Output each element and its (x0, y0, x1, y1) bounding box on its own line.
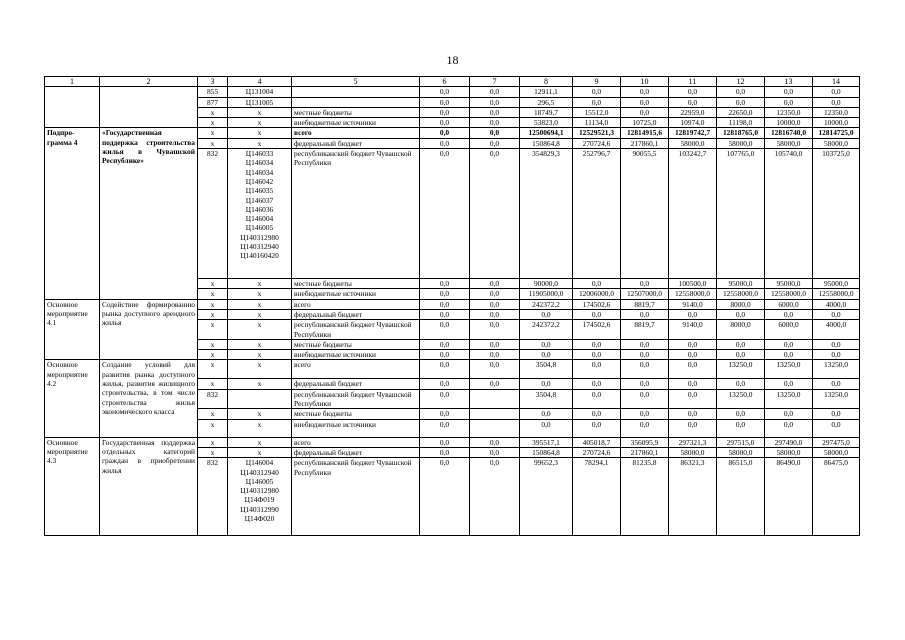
value-cell: 0,0 (520, 379, 573, 389)
value-cell: 0,0 (470, 360, 520, 379)
manager-code-cell: х (198, 289, 228, 299)
value-cell: 58000,0 (717, 447, 765, 457)
value-cell: 0,0 (573, 87, 621, 97)
value-cell: 0,0 (520, 309, 573, 319)
value-cell: 0,0 (470, 299, 520, 309)
value-cell: 0,0 (717, 339, 765, 349)
program-cell: Основное мероприятие 4.3 (45, 437, 100, 536)
value-cell: 0,0 (717, 87, 765, 97)
table-row (45, 87, 860, 97)
value-cell: 0,0 (621, 339, 669, 349)
value-cell: 0,0 (470, 149, 520, 279)
value-cell: 0,0 (420, 339, 470, 349)
column-number-9: 9 (573, 77, 621, 87)
value-cell: 81235,8 (621, 458, 669, 536)
value-cell: 0,0 (520, 419, 573, 437)
value-cell: 0,0 (621, 107, 669, 117)
value-cell: 0,0 (470, 350, 520, 360)
value-cell: 0,0 (621, 350, 669, 360)
value-cell: 13250,0 (717, 360, 765, 379)
value-cell: 0,0 (669, 350, 717, 360)
value-cell: 0,0 (420, 320, 470, 340)
value-cell: 0,0 (420, 419, 470, 437)
value-cell: 0,0 (621, 379, 669, 389)
value-cell: 297321,3 (669, 437, 717, 447)
value-cell: 0,0 (470, 279, 520, 289)
target-article-cell: х (228, 299, 292, 309)
value-cell: 86321,3 (669, 458, 717, 536)
manager-code-cell: х (198, 299, 228, 309)
value-cell: 0,0 (669, 409, 717, 419)
target-article-cell: Ц146004 Ц140312940 Ц146005 Ц140312980 Ц14Ф019 Ц140312990 Ц14Ф020 (228, 458, 292, 536)
value-cell: 58000,0 (669, 138, 717, 148)
value-cell: 0,0 (621, 279, 669, 289)
budget-table (44, 76, 860, 536)
value-cell: 15512,0 (573, 107, 621, 117)
manager-code-cell: х (198, 128, 228, 138)
value-cell: 86515,0 (717, 458, 765, 536)
target-article-cell: х (228, 128, 292, 138)
value-cell: 11905000,0 (520, 289, 573, 299)
target-article-cell: х (228, 360, 292, 379)
value-cell: 0,0 (470, 339, 520, 349)
value-cell (470, 389, 520, 409)
manager-code-cell: 832 (198, 389, 228, 409)
value-cell: 0,0 (420, 409, 470, 419)
value-cell: 12529521,3 (573, 128, 621, 138)
value-cell: 0,0 (621, 389, 669, 409)
value-cell: 0,0 (420, 138, 470, 148)
manager-code-cell: х (198, 118, 228, 128)
value-cell: 0,0 (765, 97, 813, 107)
value-cell: 10725,0 (621, 118, 669, 128)
value-cell: 0,0 (470, 379, 520, 389)
manager-code-cell: 855 (198, 87, 228, 97)
value-cell: 58000,0 (765, 447, 813, 457)
value-cell: 0,0 (765, 409, 813, 419)
table-row (45, 299, 860, 309)
column-number-7: 7 (470, 77, 520, 87)
value-cell: 3504,8 (520, 389, 573, 409)
value-cell: 12507000,0 (621, 289, 669, 299)
value-cell: 242372,2 (520, 320, 573, 340)
column-number-12: 12 (717, 77, 765, 87)
value-cell: 0,0 (813, 350, 860, 360)
program-name-cell: Создание условий для развития рынка доступного жилья, развития жилищного строительства, в том числе строительства жилья экономического класса (100, 360, 198, 437)
budget-source-cell: федеральный бюджет (292, 447, 420, 457)
table-row (45, 360, 860, 379)
value-cell: 0,0 (813, 409, 860, 419)
value-cell: 9140,0 (669, 299, 717, 309)
column-number-6: 6 (420, 77, 470, 87)
value-cell: 13250,0 (717, 389, 765, 409)
value-cell: 0,0 (470, 118, 520, 128)
manager-code-cell: х (198, 279, 228, 289)
value-cell: 107765,0 (717, 149, 765, 279)
target-article-cell: х (228, 409, 292, 419)
value-cell: 0,0 (813, 87, 860, 97)
budget-source-cell: внебюджетные источники (292, 419, 420, 437)
value-cell: 18749,7 (520, 107, 573, 117)
value-cell: 0,0 (669, 360, 717, 379)
budget-source-cell: республиканский бюджет Чувашской Республики (292, 458, 420, 536)
value-cell: 150864,8 (520, 138, 573, 148)
column-number-13: 13 (765, 77, 813, 87)
value-cell: 0,0 (420, 87, 470, 97)
manager-code-cell: х (198, 320, 228, 340)
value-cell: 217860,1 (621, 447, 669, 457)
value-cell: 58000,0 (813, 138, 860, 148)
column-number-1: 1 (45, 77, 100, 87)
column-number-11: 11 (669, 77, 717, 87)
value-cell: 6000,0 (765, 320, 813, 340)
value-cell: 0,0 (717, 379, 765, 389)
value-cell: 0,0 (765, 419, 813, 437)
value-cell: 0,0 (470, 309, 520, 319)
value-cell: 103242,7 (669, 149, 717, 279)
value-cell: 0,0 (573, 419, 621, 437)
value-cell: 12558000,0 (765, 289, 813, 299)
manager-code-cell: х (198, 447, 228, 457)
value-cell: 297475,0 (813, 437, 860, 447)
value-cell: 0,0 (765, 87, 813, 97)
target-article-cell: Ц131004 (228, 87, 292, 97)
value-cell: 12911,1 (520, 87, 573, 97)
value-cell: 0,0 (717, 97, 765, 107)
program-cell: Подпро-грамма 4 (45, 128, 100, 299)
manager-code-cell: х (198, 339, 228, 349)
value-cell: 0,0 (420, 458, 470, 536)
manager-code-cell: х (198, 409, 228, 419)
column-number-5: 5 (292, 77, 420, 87)
value-cell: 0,0 (470, 107, 520, 117)
target-article-cell: Ц131005 (228, 97, 292, 107)
value-cell: 0,0 (765, 379, 813, 389)
value-cell: 0,0 (470, 447, 520, 457)
program-cell: Основное мероприятие 4.2 (45, 360, 100, 437)
value-cell: 0,0 (573, 379, 621, 389)
value-cell: 296,5 (520, 97, 573, 107)
value-cell (470, 419, 520, 437)
value-cell: 356095,9 (621, 437, 669, 447)
value-cell: 12006000,0 (573, 289, 621, 299)
manager-code-cell: х (198, 437, 228, 447)
manager-code-cell: х (198, 350, 228, 360)
value-cell: 78294,1 (573, 458, 621, 536)
value-cell: 297490,0 (765, 437, 813, 447)
budget-source-cell: всего (292, 299, 420, 309)
value-cell: 0,0 (717, 350, 765, 360)
value-cell: 0,0 (813, 339, 860, 349)
value-cell: 100500,0 (669, 279, 717, 289)
value-cell: 0,0 (669, 87, 717, 97)
target-article-cell: х (228, 379, 292, 389)
value-cell: 0,0 (470, 128, 520, 138)
value-cell: 0,0 (573, 309, 621, 319)
value-cell: 0,0 (420, 118, 470, 128)
value-cell: 22959,0 (669, 107, 717, 117)
value-cell: 0,0 (470, 320, 520, 340)
value-cell: 12816740,0 (765, 128, 813, 138)
manager-code-cell: 832 (198, 149, 228, 279)
value-cell: 150864,8 (520, 447, 573, 457)
table-row (45, 437, 860, 447)
value-cell: 0,0 (621, 360, 669, 379)
target-article-cell: х (228, 437, 292, 447)
value-cell: 58000,0 (669, 447, 717, 457)
page-number: 18 (446, 53, 459, 67)
column-number-14: 14 (813, 77, 860, 87)
column-number-8: 8 (520, 77, 573, 87)
budget-source-cell: республиканский бюджет Чувашской Республики (292, 389, 420, 409)
value-cell: 0,0 (420, 279, 470, 289)
manager-code-cell: х (198, 107, 228, 117)
header-row (45, 77, 860, 87)
value-cell: 10000,0 (813, 118, 860, 128)
value-cell: 0,0 (621, 309, 669, 319)
column-number-10: 10 (621, 77, 669, 87)
budget-source-cell: внебюджетные источники (292, 350, 420, 360)
program-name-cell: «Государственная поддержка строительства жилья в Чувашской Республике» (100, 128, 198, 299)
value-cell: 0,0 (520, 350, 573, 360)
budget-source-cell: местные бюджеты (292, 279, 420, 289)
value-cell: 0,0 (470, 87, 520, 97)
value-cell: 13250,0 (765, 389, 813, 409)
budget-source-cell: всего (292, 437, 420, 447)
value-cell: 0,0 (420, 149, 470, 279)
manager-code-cell: х (198, 309, 228, 319)
value-cell: 0,0 (420, 350, 470, 360)
value-cell: 0,0 (573, 97, 621, 107)
value-cell: 53823,0 (520, 118, 573, 128)
value-cell: 0,0 (573, 389, 621, 409)
value-cell: 0,0 (470, 97, 520, 107)
value-cell: 0,0 (813, 309, 860, 319)
value-cell: 0,0 (717, 309, 765, 319)
program-name-cell: Содействие формированию рынка доступного арендного жилья (100, 299, 198, 360)
value-cell: 12558000,0 (813, 289, 860, 299)
program-name-cell: Государственная поддержка отдельных категорий граждан в приобретении жилья (100, 437, 198, 536)
value-cell: 0,0 (573, 360, 621, 379)
value-cell: 95000,0 (717, 279, 765, 289)
target-article-cell: х (228, 419, 292, 437)
value-cell: 0,0 (420, 309, 470, 319)
value-cell: 12818765,0 (717, 128, 765, 138)
budget-source-cell: внебюджетные источники (292, 118, 420, 128)
value-cell: 0,0 (420, 97, 470, 107)
target-article-cell: х (228, 320, 292, 340)
value-cell: 86490,0 (765, 458, 813, 536)
target-article-cell: х (228, 339, 292, 349)
manager-code-cell: х (198, 419, 228, 437)
value-cell: 12814915,6 (621, 128, 669, 138)
value-cell: 0,0 (669, 339, 717, 349)
value-cell: 252796,7 (573, 149, 621, 279)
value-cell: 0,0 (470, 437, 520, 447)
value-cell: 0,0 (420, 289, 470, 299)
value-cell: 12558000,0 (717, 289, 765, 299)
value-cell: 0,0 (573, 279, 621, 289)
budget-source-cell: всего (292, 128, 420, 138)
value-cell: 0,0 (621, 409, 669, 419)
value-cell: 0,0 (765, 309, 813, 319)
value-cell: 11134,0 (573, 118, 621, 128)
value-cell: 12819742,7 (669, 128, 717, 138)
value-cell: 0,0 (717, 419, 765, 437)
value-cell: 270724,6 (573, 138, 621, 148)
budget-source-cell: внебюджетные источники (292, 289, 420, 299)
value-cell: 0,0 (420, 128, 470, 138)
budget-source-cell: федеральный бюджет (292, 309, 420, 319)
target-article-cell: х (228, 289, 292, 299)
value-cell: 270724,6 (573, 447, 621, 457)
value-cell: 0,0 (621, 419, 669, 437)
value-cell: 217860,1 (621, 138, 669, 148)
target-article-cell: х (228, 118, 292, 128)
value-cell: 22650,0 (717, 107, 765, 117)
manager-code-cell: 832 (198, 458, 228, 536)
value-cell: 0,0 (420, 389, 470, 409)
target-article-cell: х (228, 309, 292, 319)
budget-source-cell: местные бюджеты (292, 107, 420, 117)
value-cell: 0,0 (765, 350, 813, 360)
value-cell: 13250,0 (813, 389, 860, 409)
budget-source-cell: местные бюджеты (292, 339, 420, 349)
value-cell: 0,0 (420, 379, 470, 389)
budget-source-cell: республиканский бюджет Чувашской Республики (292, 149, 420, 279)
program-name-cell (100, 87, 198, 128)
value-cell: 0,0 (470, 289, 520, 299)
value-cell: 174502,6 (573, 320, 621, 340)
manager-code-cell: х (198, 138, 228, 148)
value-cell: 95000,0 (813, 279, 860, 289)
value-cell: 8000,0 (717, 299, 765, 309)
value-cell: 90000,0 (520, 279, 573, 289)
value-cell: 0,0 (813, 419, 860, 437)
value-cell: 0,0 (765, 339, 813, 349)
value-cell: 0,0 (420, 360, 470, 379)
column-number-2: 2 (100, 77, 198, 87)
value-cell: 297515,0 (717, 437, 765, 447)
budget-source-cell: республиканский бюджет Чувашской Республики (292, 320, 420, 340)
value-cell: 58000,0 (765, 138, 813, 148)
manager-code-cell: х (198, 360, 228, 379)
value-cell: 242372,2 (520, 299, 573, 309)
manager-code-cell: х (198, 379, 228, 389)
value-cell: 0,0 (573, 350, 621, 360)
value-cell: 95000,0 (765, 279, 813, 289)
value-cell: 13250,0 (813, 360, 860, 379)
value-cell: 12558000,0 (669, 289, 717, 299)
column-number-3: 3 (198, 77, 228, 87)
value-cell: 0,0 (669, 389, 717, 409)
budget-source-cell (292, 97, 420, 107)
value-cell: 0,0 (717, 409, 765, 419)
value-cell: 11198,0 (717, 118, 765, 128)
value-cell: 58000,0 (813, 447, 860, 457)
value-cell: 12350,0 (813, 107, 860, 117)
value-cell: 395517,1 (520, 437, 573, 447)
value-cell: 0,0 (520, 339, 573, 349)
target-article-cell: х (228, 447, 292, 457)
value-cell: 0,0 (420, 107, 470, 117)
value-cell: 90055,5 (621, 149, 669, 279)
value-cell: 58000,0 (717, 138, 765, 148)
value-cell: 0,0 (813, 97, 860, 107)
value-cell: 0,0 (520, 409, 573, 419)
target-article-cell: х (228, 107, 292, 117)
value-cell: 86475,0 (813, 458, 860, 536)
value-cell: 12350,0 (765, 107, 813, 117)
budget-source-cell: всего (292, 360, 420, 379)
value-cell: 10974,0 (669, 118, 717, 128)
target-article-cell: х (228, 350, 292, 360)
value-cell: 0,0 (470, 458, 520, 536)
value-cell: 0,0 (470, 138, 520, 148)
value-cell: 0,0 (669, 309, 717, 319)
program-cell (45, 87, 100, 128)
column-number-4: 4 (228, 77, 292, 87)
table-row (45, 128, 860, 138)
value-cell: 0,0 (420, 447, 470, 457)
target-article-cell: х (228, 279, 292, 289)
target-article-cell: Ц146033 Ц146034 Ц146034 Ц146042 Ц146035 Ц146037 Ц146036 Ц146004 Ц146005 Ц140312980 Ц140312940 Ц140160420 (228, 149, 292, 279)
value-cell: 103725,0 (813, 149, 860, 279)
value-cell: 0,0 (669, 97, 717, 107)
value-cell: 174502,6 (573, 299, 621, 309)
value-cell: 8819,7 (621, 299, 669, 309)
value-cell: 0,0 (573, 339, 621, 349)
value-cell: 0,0 (420, 299, 470, 309)
value-cell: 8819,7 (621, 320, 669, 340)
value-cell: 8000,0 (717, 320, 765, 340)
manager-code-cell: 877 (198, 97, 228, 107)
budget-source-cell: федеральный бюджет (292, 379, 420, 389)
value-cell: 12500694,1 (520, 128, 573, 138)
value-cell: 4000,0 (813, 320, 860, 340)
value-cell: 0,0 (669, 379, 717, 389)
value-cell: 0,0 (669, 419, 717, 437)
value-cell: 405018,7 (573, 437, 621, 447)
program-cell: Основное мероприятие 4.1 (45, 299, 100, 360)
value-cell: 10000,0 (765, 118, 813, 128)
budget-source-cell: федеральный бюджет (292, 138, 420, 148)
value-cell: 0,0 (813, 379, 860, 389)
value-cell: 6000,0 (765, 299, 813, 309)
value-cell (470, 409, 520, 419)
value-cell: 354829,3 (520, 149, 573, 279)
value-cell: 0,0 (621, 87, 669, 97)
value-cell: 105740,0 (765, 149, 813, 279)
value-cell: 9140,0 (669, 320, 717, 340)
budget-source-cell: местные бюджеты (292, 409, 420, 419)
value-cell: 0,0 (573, 409, 621, 419)
value-cell: 4000,0 (813, 299, 860, 309)
value-cell: 12814725,0 (813, 128, 860, 138)
value-cell: 13250,0 (765, 360, 813, 379)
value-cell: 0,0 (420, 437, 470, 447)
value-cell: 0,0 (621, 97, 669, 107)
target-article-cell: х (228, 138, 292, 148)
value-cell: 99652,3 (520, 458, 573, 536)
budget-source-cell (292, 87, 420, 97)
value-cell: 3504,8 (520, 360, 573, 379)
target-article-cell (228, 389, 292, 409)
